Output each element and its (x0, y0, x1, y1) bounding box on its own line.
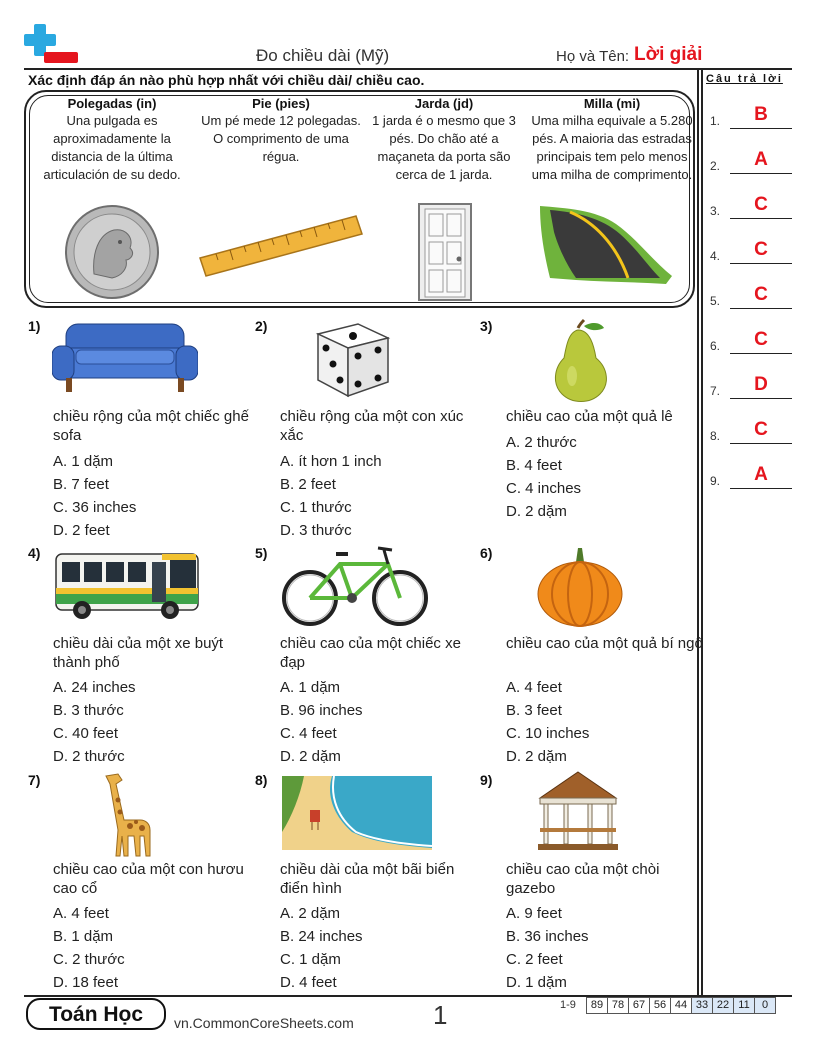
question-3-number: 3) (480, 318, 493, 334)
reference-inch (28, 96, 196, 184)
question-8-option-a[interactable]: A. 2 dặm (280, 905, 341, 922)
answer-value-1[interactable]: B (754, 104, 768, 125)
question-6-number: 6) (480, 545, 493, 561)
footer-brand-badge (26, 998, 166, 1030)
question-5-number: 5) (255, 545, 268, 561)
question-1-option-b[interactable]: B. 7 feet (53, 476, 109, 493)
score-range-label: 1-9 (560, 999, 576, 1011)
question-4-option-a[interactable]: A. 24 inches (53, 679, 136, 696)
question-9-text: chiều cao của một chòi gazebo (506, 861, 660, 897)
question-2-option-b[interactable]: B. 2 feet (280, 476, 336, 493)
question-9-option-d[interactable]: D. 1 dặm (506, 974, 567, 991)
road-icon (536, 204, 676, 286)
question-8-number: 8) (255, 772, 268, 788)
answer-column-divider-inner (701, 68, 703, 996)
giraffe-icon (100, 770, 156, 858)
question-6-option-c[interactable]: C. 10 inches (506, 725, 590, 742)
question-1-option-d[interactable]: D. 2 feet (53, 522, 110, 539)
question-4-text: chiều dài của một xe buýt thành phố (53, 635, 224, 671)
question-7-option-c[interactable]: C. 2 thước (53, 951, 125, 968)
question-3-option-b[interactable]: B. 4 feet (506, 457, 562, 474)
question-4-option-c[interactable]: C. 40 feet (53, 725, 119, 742)
gazebo-icon (536, 770, 620, 852)
reference-foot-name: Pie (pies) (252, 96, 310, 111)
question-5-text: chiều cao của một chiếc xe đạp (280, 635, 461, 671)
footer-brand: Toán Học (48, 1003, 144, 1026)
plus-minus-logo-icon (22, 22, 80, 70)
score-cell: 44 (670, 997, 692, 1014)
answer-value-9[interactable]: A (754, 464, 768, 485)
score-cell: 56 (649, 997, 671, 1014)
question-2-number: 2) (255, 318, 268, 334)
answer-value-7[interactable]: D (754, 374, 768, 395)
question-1-text: chiều rộng của một chiếc ghế sofa (53, 408, 249, 444)
question-3-option-c[interactable]: C. 4 inches (506, 480, 582, 497)
quarter-coin-icon (64, 204, 160, 300)
bicycle-icon (280, 544, 430, 630)
question-6-option-d[interactable]: D. 2 dặm (506, 748, 567, 765)
reference-foot (197, 96, 365, 166)
ruler-icon (196, 210, 366, 280)
question-6-option-a[interactable]: A. 4 feet (506, 679, 562, 696)
question-8-option-d[interactable]: D. 4 feet (280, 974, 337, 991)
reference-yard-desc: 1 jarda é o mesmo que 3 pés. Do chão até a maçaneta da porta são cerca de 1 jarda. (372, 113, 516, 182)
reference-inch-desc: Una pulgada es aproximadamente la distancia de la última articulación de su dedo. (43, 113, 181, 182)
question-4-option-b[interactable]: B. 3 thước (53, 702, 124, 719)
dice-icon (308, 320, 394, 400)
page-title: Đo chiều dài (Mỹ) (256, 46, 390, 65)
question-9-option-c[interactable]: C. 2 feet (506, 951, 563, 968)
reference-foot-desc: Um pé mede 12 polegadas. O comprimento de uma régua. (201, 113, 361, 164)
question-2-option-c[interactable]: C. 1 thước (280, 499, 352, 516)
score-cell: 33 (691, 997, 713, 1014)
question-1-number: 1) (28, 318, 41, 334)
question-2-option-d[interactable]: D. 3 thước (280, 522, 352, 539)
answer-value-5[interactable]: C (754, 284, 768, 305)
question-8-option-c[interactable]: C. 1 dặm (280, 951, 341, 968)
name-label: Họ và Tên: (556, 48, 630, 65)
question-6-text: chiều cao của một quả bí ngô (506, 635, 703, 652)
question-9-number: 9) (480, 772, 493, 788)
question-7-text: chiều cao của một con hươu cao cổ (53, 861, 244, 897)
reference-yard-name: Jarda (jd) (414, 96, 474, 111)
answer-value-8[interactable]: C (754, 419, 768, 440)
answer-row-2: 2. A (708, 153, 794, 177)
bus-icon (52, 548, 202, 624)
question-9-option-b[interactable]: B. 36 inches (506, 928, 589, 945)
score-cell: 78 (607, 997, 629, 1014)
footer-url[interactable]: vn.CommonCoreSheets.com (174, 1015, 354, 1031)
score-cell: 22 (712, 997, 734, 1014)
question-5-option-b[interactable]: B. 96 inches (280, 702, 363, 719)
question-4-option-d[interactable]: D. 2 thước (53, 748, 125, 765)
door-icon (417, 202, 473, 302)
question-4-number: 4) (28, 545, 41, 561)
answer-row-1: 1. B (708, 108, 794, 132)
score-cell: 89 (586, 997, 608, 1014)
answer-value-3[interactable]: C (754, 194, 768, 215)
name-value: Lời giải (634, 44, 703, 65)
answer-value-4[interactable]: C (754, 239, 768, 260)
reference-mile-name: Milla (mi) (583, 96, 641, 111)
question-3-text: chiều cao của một quả lê (506, 408, 673, 425)
question-7-number: 7) (28, 772, 41, 788)
answer-row-4: 4. C (708, 243, 794, 267)
instructions: Xác định đáp án nào phù hợp nhất với chiều dài/ chiều cao. (28, 72, 425, 88)
answer-column-divider (697, 68, 699, 996)
question-5-option-d[interactable]: D. 2 dặm (280, 748, 341, 765)
question-7-option-a[interactable]: A. 4 feet (53, 905, 109, 922)
reference-inch-name: Polegadas (in) (67, 96, 157, 111)
reference-mile-desc: Uma milha equivale a 5.280 pés. A maioria das estradas principais tem pelo menos uma milha de comprimento. (531, 113, 693, 182)
question-2-option-a[interactable]: A. ít hơn 1 inch (280, 453, 382, 470)
answer-row-7: 7. D (708, 378, 794, 402)
answer-row-8: 8. C (708, 423, 794, 447)
question-8-text: chiều dài của một bãi biển điển hình (280, 861, 455, 897)
question-7-option-d[interactable]: D. 18 feet (53, 974, 119, 991)
answer-value-2[interactable]: A (754, 149, 768, 170)
reference-mile (528, 96, 696, 184)
answer-row-5: 5. C (708, 288, 794, 312)
score-table (587, 997, 776, 1014)
score-cell: 67 (628, 997, 650, 1014)
question-5-option-a[interactable]: A. 1 dặm (280, 679, 341, 696)
score-cell: 11 (733, 997, 755, 1014)
page-number: 1 (433, 1000, 448, 1030)
answer-value-6[interactable]: C (754, 329, 768, 350)
reference-box (24, 90, 695, 308)
question-6-option-b[interactable]: B. 3 feet (506, 702, 562, 719)
answer-row-3: 3. C (708, 198, 794, 222)
score-cell: 0 (754, 997, 776, 1014)
question-5-option-c[interactable]: C. 4 feet (280, 725, 337, 742)
answer-row-9: 9. A (708, 468, 794, 492)
answer-row-6: 6. C (708, 333, 794, 357)
reference-yard (360, 96, 528, 184)
pumpkin-icon (534, 544, 626, 628)
header-divider (24, 68, 792, 70)
question-1-option-a[interactable]: A. 1 dặm (53, 453, 114, 470)
answer-key-header: Câu trả lời (706, 73, 783, 85)
question-7-option-b[interactable]: B. 1 dặm (53, 928, 114, 945)
question-9-option-a[interactable]: A. 9 feet (506, 905, 562, 922)
beach-icon (282, 776, 432, 850)
question-3-option-d[interactable]: D. 2 dặm (506, 503, 567, 520)
question-8-option-b[interactable]: B. 24 inches (280, 928, 363, 945)
pear-icon (548, 318, 612, 404)
question-1-option-c[interactable]: C. 36 inches (53, 499, 137, 516)
question-2-text: chiều rộng của một con xúc xắc (280, 408, 464, 444)
question-3-option-a[interactable]: A. 2 thước (506, 434, 577, 451)
sofa-icon (52, 320, 198, 396)
